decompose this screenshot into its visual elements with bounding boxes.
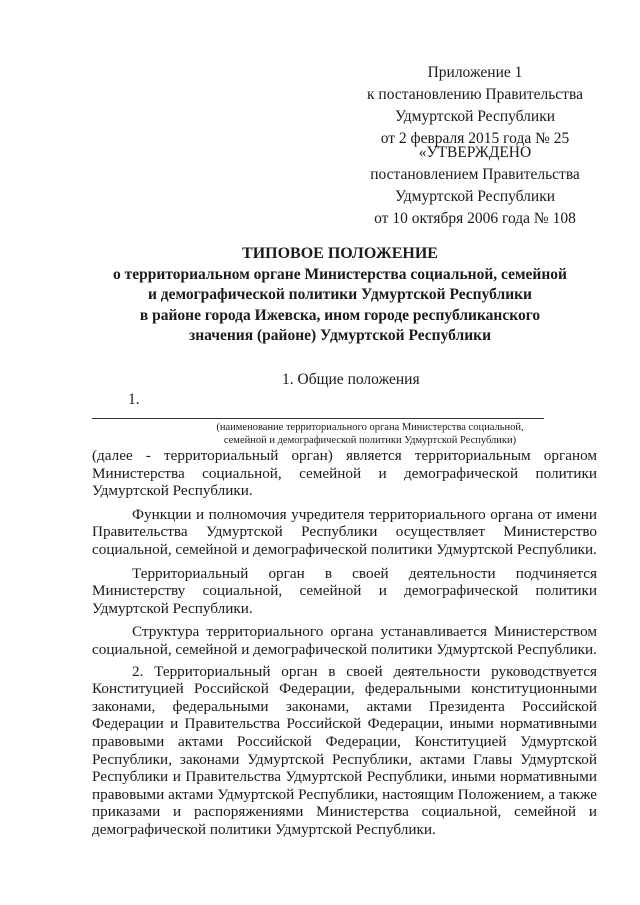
paragraph-1: (далее - территориальный орган) является территориальным органом Министерства социальной, семейной и демографической политики Удмуртской Республики. (92, 447, 597, 500)
appendix-line-3: Удмуртской Республики (394, 108, 556, 125)
title-line-3: и демографической политики Удмуртской Республики (147, 286, 532, 303)
appendix-line-2: к постановлению Правительства (367, 86, 583, 103)
appendix-line-1: Приложение 1 (427, 64, 523, 81)
paragraph-2: Функции и полномочия учредителя территориального органа от имени Правительства Удмуртской Республики осуществляет Министерство социальной, семейной и демографической политики Удмуртской Республики. (92, 505, 597, 558)
paragraph-3: Территориальный орган в своей деятельности подчиняется Министерству социальной, семейной и демографической политики Удмуртской Республики. (92, 564, 597, 617)
title-line-5: значения (районе) Удмуртской Республики (188, 327, 492, 344)
document-title (88, 244, 592, 347)
appendix-line-4: от 2 февраля 2015 года № 25 (380, 130, 570, 147)
paragraph-5: 2. Территориальный орган в своей деятельности руководствуется Конституцией Российской Федерации, федеральными конституционными законами, федеральными законами, актами Президента Российской Федерации и Правительства Российской Федерации, иными нормативными правовыми актами Российской Федерации, Конституцией Удмуртской Республики, законами Удмуртской Республики, актами Главы Удмуртской Республики и Правительства Удмуртской Республики, иными нормативными правовыми актами Удмуртской Республики, настоящим Положением, а также приказами и распоряжениями Министерства социальной, семейной и демографической политики Удмуртской Республики. (92, 662, 597, 838)
title-line-4: в районе города Ижевска, ином городе республиканского (139, 306, 541, 324)
section-heading: 1. Общие положения (282, 371, 420, 388)
title-line-2: о территориальном органе Министерства социальной, семейной (113, 265, 567, 283)
approved-line-3: Удмуртской Республики (394, 188, 556, 205)
blank-fill-line (92, 418, 544, 419)
title-main: ТИПОВОЕ ПОЛОЖЕНИЕ (242, 245, 438, 262)
approval-stamp (360, 142, 590, 230)
paragraph-4: Структура территориального органа устанавливается Министерством социальной, семейной и демографической политики Удмуртской Республики. (92, 623, 597, 658)
approved-line-4: от 10 октября 2006 года № 108 (374, 210, 576, 227)
approved-line-2: постановлением Правительства (370, 166, 580, 183)
document-body (92, 447, 597, 838)
approved-line-1: «УТВЕРЖДЕНО (418, 144, 532, 161)
appendix-header (360, 62, 590, 150)
caption-line-1: (наименование территориального органа Министерства социальной, (216, 422, 524, 433)
blank-caption (180, 421, 560, 447)
caption-line-2: семейной и демографической политики Удмуртской Республики) (223, 435, 517, 446)
item-number: 1. (128, 391, 140, 408)
